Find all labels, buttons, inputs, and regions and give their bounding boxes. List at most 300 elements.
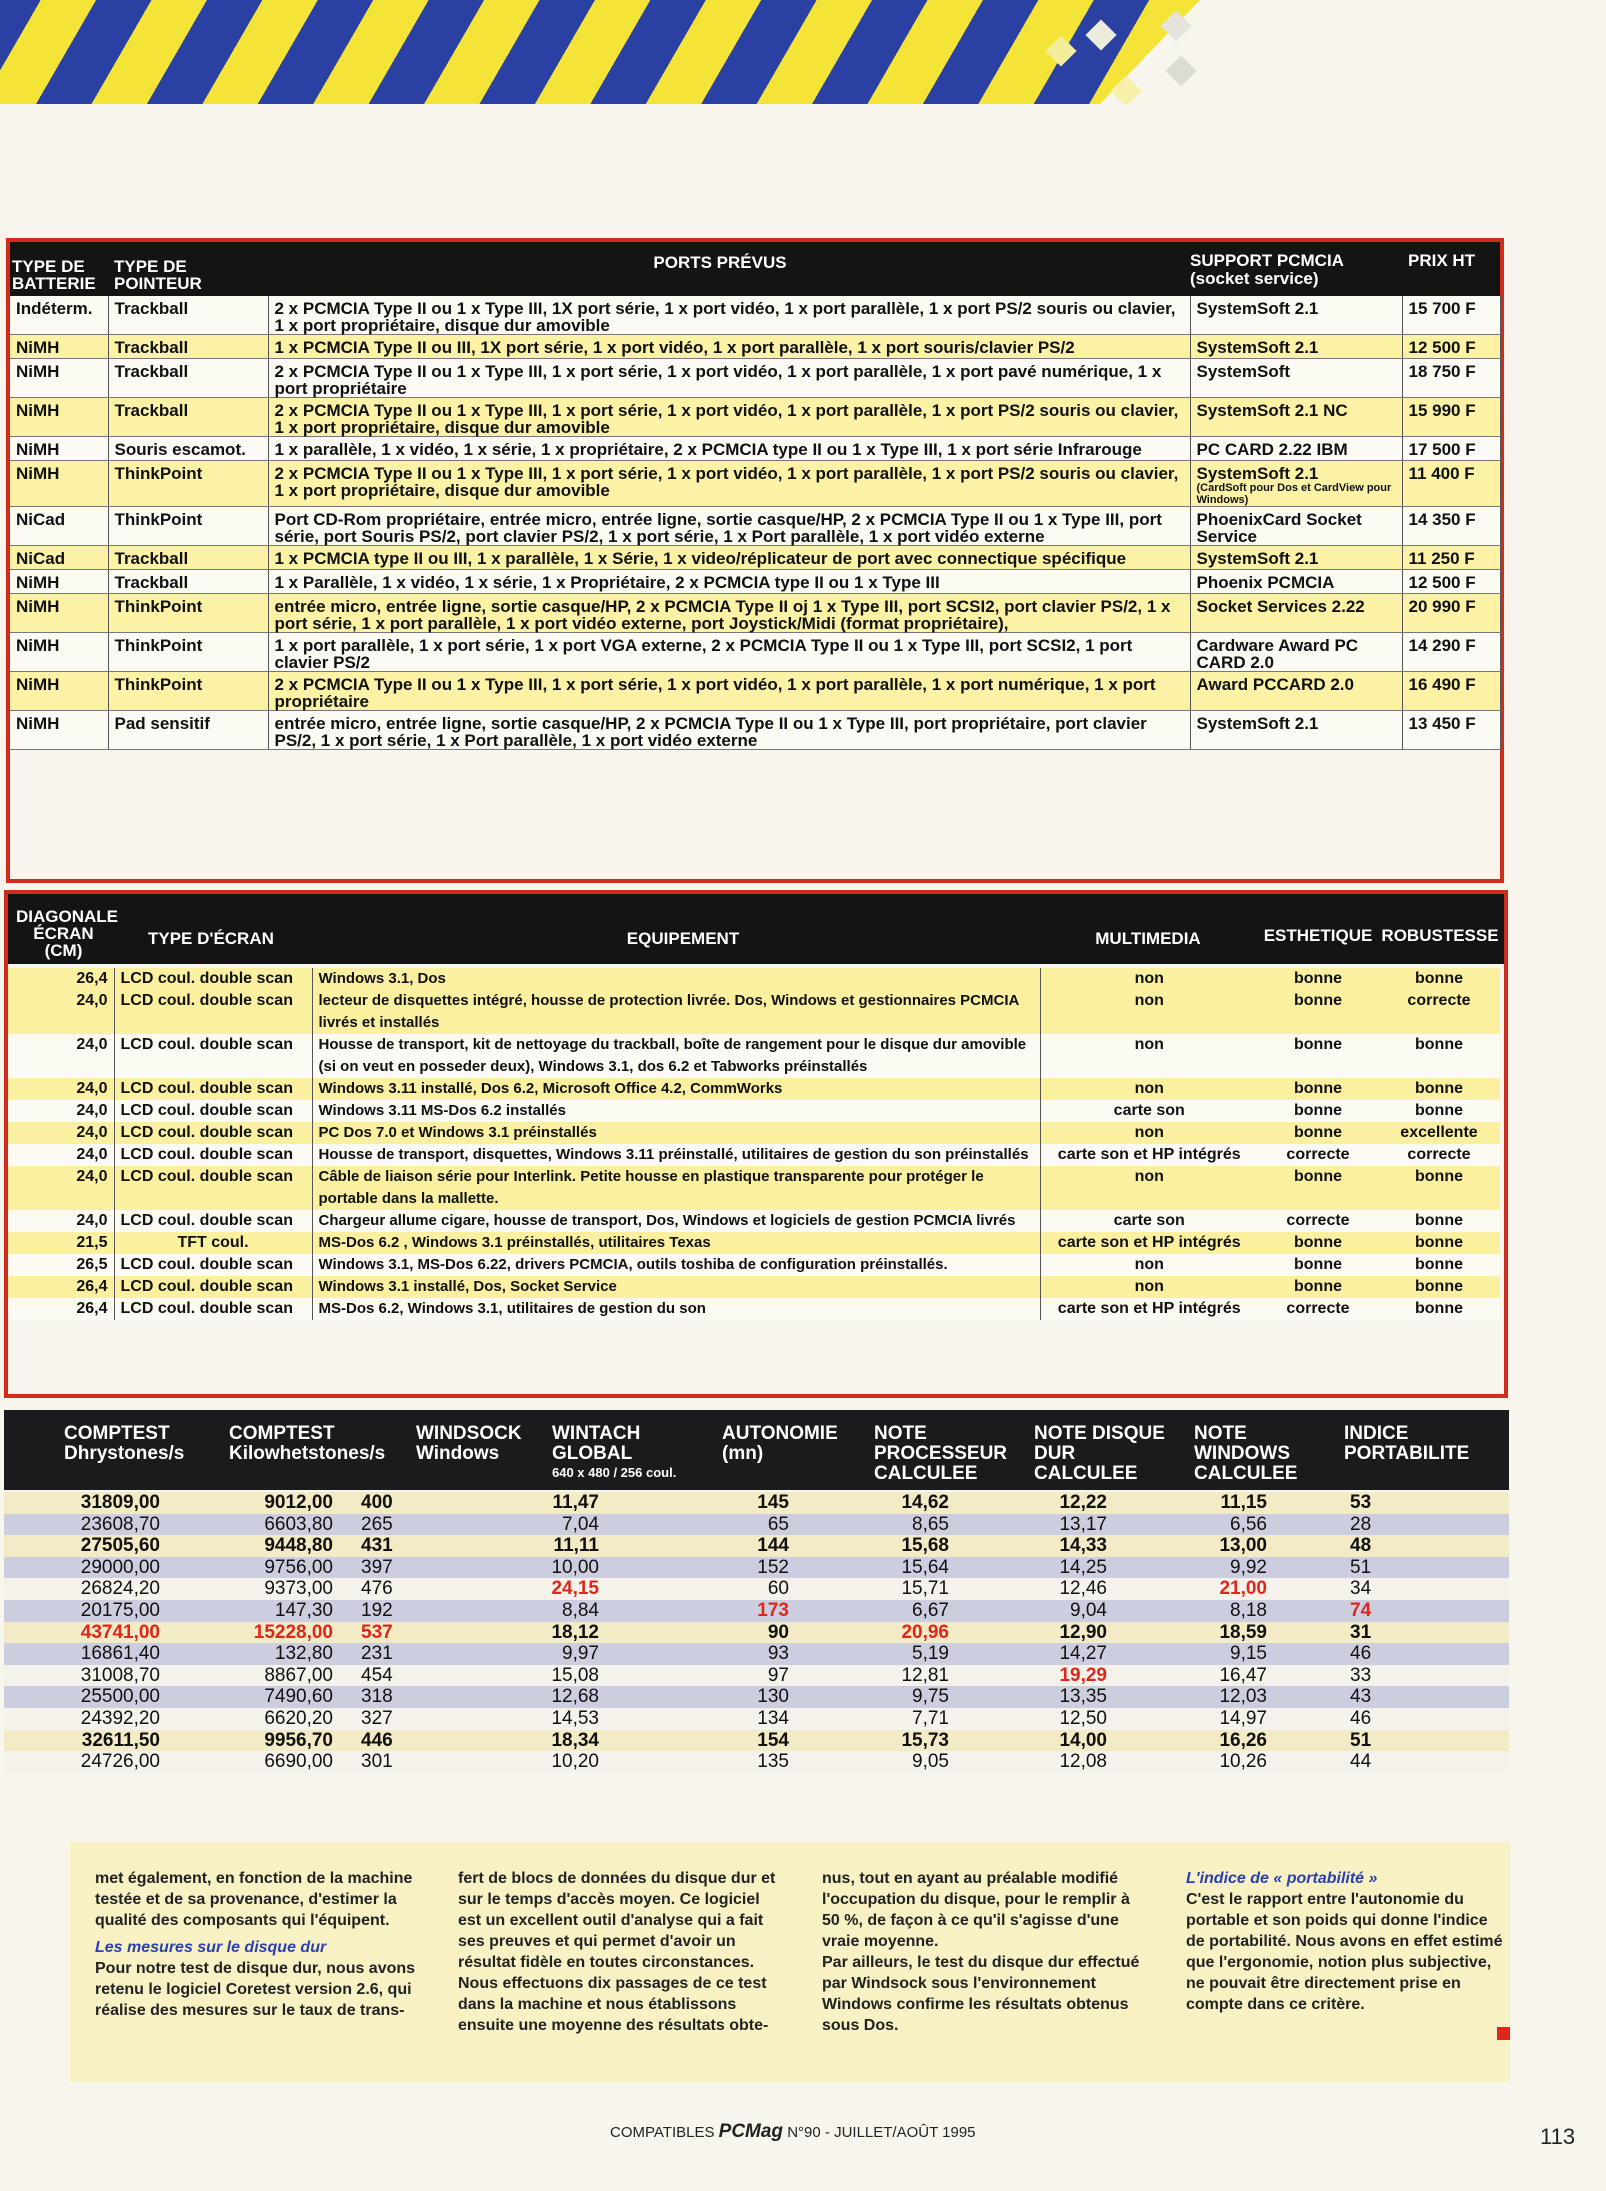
cell-prix: 14 290 F (1402, 633, 1500, 672)
article-col-3 (822, 1868, 1144, 2036)
table-row (4, 1686, 1509, 1708)
cell-diag: 24,0 (8, 1122, 114, 1144)
cell-value: 301 (347, 1751, 457, 1773)
table-row (4, 1492, 1509, 1514)
table3-header (4, 1410, 1509, 1490)
cell-ecran: LCD coul. double scan (114, 1254, 312, 1276)
table-row (10, 711, 1500, 750)
header-disk: NOTE DISQUE DUR CALCULEE (1034, 1423, 1165, 1484)
cell-value: 7490,60 (172, 1686, 347, 1708)
cell-value: 25500,00 (4, 1686, 172, 1708)
cell-prix: 14 350 F (1402, 507, 1500, 546)
cell-pointeur: Trackball (108, 296, 268, 335)
cell-value: 32611,50 (4, 1730, 172, 1752)
cell-value: 14,97 (1132, 1708, 1292, 1730)
cell-value: 134 (669, 1708, 819, 1730)
article-paragraph: fert de blocs de données du disque dur et sur le temps d'accès moyen. Ce logiciel est un excellent outil d'analyse qui a fait ses preuves et qui permet d'avoir un résultat fidèle en toutes circonstances. Nous effectuons dix passages de ce test dans la machine et nous établissons ensuite une moyenne des résultats obte- (458, 1870, 776, 2034)
header-proc: NOTE PROCESSEUR CALCULEE (874, 1423, 1008, 1484)
table-row (4, 1643, 1509, 1665)
cell-value: 6603,80 (172, 1514, 347, 1536)
table-row (8, 990, 1500, 1034)
cell-value: 9448,80 (172, 1535, 347, 1557)
cell-value: 6690,00 (172, 1751, 347, 1773)
cell-pcmcia: Cardware Award PC CARD 2.0 (1190, 633, 1402, 672)
cell-pcmcia: SystemSoft 2.1 (CardSoft pour Dos et CardView pour Windows) (1190, 461, 1402, 507)
cell-batterie: NiMH (10, 437, 108, 461)
header-diag: DIAGONALE ÉCRAN (CM) (16, 907, 118, 960)
header-wintach: WINTACH GLOBAL (552, 1423, 641, 1464)
table-row (10, 570, 1500, 594)
cell-value: 12,08 (974, 1751, 1132, 1773)
cell-ports: 2 x PCMCIA Type II ou 1 x Type III, 1 x port série, 1 x port vidéo, 1 x port parallèle, 1 x port PS/2 souris ou clavier, 1 x port propriétaire, disque dur amovible (268, 461, 1190, 507)
header-pointeur: TYPE DE POINTEUR (114, 257, 202, 293)
cell-rob: bonne (1378, 1210, 1500, 1232)
cell-value: 13,17 (974, 1514, 1132, 1536)
cell-rob: correcte (1378, 990, 1500, 1034)
table-row (4, 1557, 1509, 1579)
cell-ecran: LCD coul. double scan (114, 1122, 312, 1144)
header-port: INDICE PORTABILITE (1344, 1423, 1470, 1464)
cell-value: 14,00 (974, 1730, 1132, 1752)
cell-value: 18,12 (457, 1622, 669, 1644)
header-rob: ROBUSTESSE (1381, 926, 1499, 945)
cell-value: 10,26 (1132, 1751, 1292, 1773)
cell-pcmcia-note: (CardSoft pour Dos et CardView pour Windows) (1196, 482, 1392, 506)
cell-pointeur: ThinkPoint (108, 672, 268, 711)
cell-pointeur: Trackball (108, 546, 268, 570)
table-row (8, 1122, 1500, 1144)
cell-pcmcia: SystemSoft (1190, 359, 1402, 398)
page-number: 113 (1540, 2124, 1576, 2149)
cell-pointeur: Trackball (108, 398, 268, 437)
cell-rob: bonne (1378, 1034, 1500, 1078)
cell-prix: 18 750 F (1402, 359, 1500, 398)
cell-value: 14,25 (974, 1557, 1132, 1579)
cell-ports: 2 x PCMCIA Type II ou 1 x Type III, 1 x port série, 1 x port vidéo, 1 x port parallèle, 1 x port numérique, 1 x port propriétaire (268, 672, 1190, 711)
cell-value: 13,00 (1132, 1535, 1292, 1557)
cell-multi: carte son et HP intégrés (1040, 1232, 1258, 1254)
table2 (8, 968, 1501, 1320)
cell-prix: 12 500 F (1402, 335, 1500, 359)
cell-value: 46 (1292, 1708, 1509, 1730)
cell-value: 90 (669, 1622, 819, 1644)
cell-value: 12,50 (974, 1708, 1132, 1730)
cell-ports: 2 x PCMCIA Type II ou 1 x Type III, 1X port série, 1 x port vidéo, 1 x port parallèle, 1 x port PS/2 souris ou clavier, 1 x port propriétaire, disque dur amovible (268, 296, 1190, 335)
cell-value: 60 (669, 1578, 819, 1600)
cell-multi: carte son (1040, 1100, 1258, 1122)
cell-equip: Housse de transport, kit de nettoyage du trackball, boîte de rangement pour le disque dur amovible (si on veut en posseder deux), Windows 3.1, dos 6.2 et Tabworks préinstallés (312, 1034, 1040, 1078)
cell-value: 15228,00 (172, 1622, 347, 1644)
table1-header (10, 242, 1500, 296)
header-auto: AUTONOMIE (mn) (722, 1423, 838, 1464)
cell-pcmcia: Award PCCARD 2.0 (1190, 672, 1402, 711)
decor-square (1165, 55, 1196, 86)
cell-batterie: NiMH (10, 570, 108, 594)
cell-value: 31809,00 (4, 1492, 172, 1514)
cell-value: 65 (669, 1514, 819, 1536)
cell-prix: 15 700 F (1402, 296, 1500, 335)
cell-esth: bonne (1258, 990, 1378, 1034)
cell-rob: bonne (1378, 1298, 1500, 1320)
cell-diag: 24,0 (8, 1078, 114, 1100)
cell-ports: 2 x PCMCIA Type II ou 1 x Type III, 1 x port série, 1 x port vidéo, 1 x port parallèle, 1 x port PS/2 souris ou clavier, 1 x port propriétaire, disque dur amovible (268, 398, 1190, 437)
table-row (4, 1751, 1509, 1773)
cell-pointeur: Trackball (108, 335, 268, 359)
cell-pcmcia: SystemSoft 2.1 (1190, 711, 1402, 750)
cell-value: 33 (1292, 1665, 1509, 1687)
table-row (4, 1708, 1509, 1730)
cell-value: 28 (1292, 1514, 1509, 1536)
cell-multi: non (1040, 1254, 1258, 1276)
cell-rob: bonne (1378, 1166, 1500, 1210)
cell-diag: 26,4 (8, 1276, 114, 1298)
table-row (10, 359, 1500, 398)
cell-ports: 2 x PCMCIA Type II ou 1 x Type III, 1 x port série, 1 x port vidéo, 1 x port parallèle, 1 x port pavé numérique, 1 x port propriétaire (268, 359, 1190, 398)
cell-batterie: NiMH (10, 594, 108, 633)
table-row (8, 1210, 1500, 1232)
footer-issue: N°90 - JUILLET/AOÛT 1995 (787, 2124, 976, 2141)
cell-ecran: LCD coul. double scan (114, 968, 312, 990)
cell-value: 8,18 (1132, 1600, 1292, 1622)
cell-diag: 24,0 (8, 1100, 114, 1122)
table-row (4, 1514, 1509, 1536)
cell-value: 12,68 (457, 1686, 669, 1708)
cell-equip: Windows 3.11 installé, Dos 6.2, Microsoft Office 4.2, CommWorks (312, 1078, 1040, 1100)
cell-value: 31 (1292, 1622, 1509, 1644)
cell-ports: Port CD-Rom propriétaire, entrée micro, entrée ligne, sortie casque/HP, 2 x PCMCIA Type II ou 1 x Type III, port série, port Souris PS/2, port clavier PS/2, 1 x port série, 1 x Port parallèle, 1 x port vidéo externe (268, 507, 1190, 546)
cell-value: 14,33 (974, 1535, 1132, 1557)
cell-value: 192 (347, 1600, 457, 1622)
cell-rob: bonne (1378, 968, 1500, 990)
cell-batterie: NiMH (10, 359, 108, 398)
table-row (8, 1276, 1500, 1298)
cell-value: 18,59 (1132, 1622, 1292, 1644)
cell-value: 27505,60 (4, 1535, 172, 1557)
cell-pointeur: Trackball (108, 570, 268, 594)
cell-value: 400 (347, 1492, 457, 1514)
cell-pcmcia: Socket Services 2.22 (1190, 594, 1402, 633)
header-ecran: TYPE D'ÉCRAN (148, 929, 274, 948)
table-row (8, 1100, 1500, 1122)
cell-value: 74 (1292, 1600, 1509, 1622)
cell-multi: non (1040, 1122, 1258, 1144)
cell-value: 16,26 (1132, 1730, 1292, 1752)
cell-value: 8,84 (457, 1600, 669, 1622)
cell-value: 14,53 (457, 1708, 669, 1730)
cell-value: 144 (669, 1535, 819, 1557)
cell-value: 29000,00 (4, 1557, 172, 1579)
cell-diag: 24,0 (8, 990, 114, 1034)
cell-prix: 20 990 F (1402, 594, 1500, 633)
cell-value: 24,15 (457, 1578, 669, 1600)
cell-pcmcia: Phoenix PCMCIA (1190, 570, 1402, 594)
cell-prix: 17 500 F (1402, 437, 1500, 461)
cell-esth: bonne (1258, 1232, 1378, 1254)
cell-value: 476 (347, 1578, 457, 1600)
cell-batterie: NiMH (10, 461, 108, 507)
cell-value: 14,62 (819, 1492, 974, 1514)
cell-equip: Windows 3.11 MS-Dos 6.2 installés (312, 1100, 1040, 1122)
header-wintach-sub: 640 x 480 / 256 coul. (552, 1465, 677, 1480)
header-pcmcia: SUPPORT PCMCIA (1190, 251, 1344, 270)
cell-ecran: LCD coul. double scan (114, 1100, 312, 1122)
table-row (8, 1298, 1500, 1320)
table-row (8, 1254, 1500, 1276)
cell-ports: 1 x Parallèle, 1 x vidéo, 1 x série, 1 x Propriétaire, 2 x PCMCIA type II ou 1 x Type III (268, 570, 1190, 594)
article-subheading: L'indice de « portabilité » (1186, 1870, 1378, 1887)
cell-diag: 26,4 (8, 968, 114, 990)
article-paragraph: Par ailleurs, le test du disque dur effectué par Windsock sous l'environnement Windows confirme les résultats obtenus sous Dos. (822, 1954, 1140, 2034)
cell-value: 15,64 (819, 1557, 974, 1579)
cell-equip: PC Dos 7.0 et Windows 3.1 préinstallés (312, 1122, 1040, 1144)
cell-value: 7,71 (819, 1708, 974, 1730)
footer (610, 2121, 976, 2143)
cell-value: 20175,00 (4, 1600, 172, 1622)
article-paragraph: Pour notre test de disque dur, nous avons retenu le logiciel Coretest version 2.6, qui réalise des mesures sur le taux de trans- (95, 1960, 416, 2019)
cell-value: 173 (669, 1600, 819, 1622)
cell-pointeur: Trackball (108, 359, 268, 398)
cell-value: 23608,70 (4, 1514, 172, 1536)
cell-multi: carte son (1040, 1210, 1258, 1232)
article-col-4 (1186, 1868, 1508, 2015)
cell-diag: 24,0 (8, 1166, 114, 1210)
cell-value: 431 (347, 1535, 457, 1557)
table-row (10, 594, 1500, 633)
cell-diag: 24,0 (8, 1210, 114, 1232)
table-row (10, 507, 1500, 546)
cell-value: 9373,00 (172, 1578, 347, 1600)
cell-value: 15,08 (457, 1665, 669, 1687)
cell-ecran: LCD coul. double scan (114, 1276, 312, 1298)
cell-equip: MS-Dos 6.2, Windows 3.1, utilitaires de gestion du son (312, 1298, 1040, 1320)
cell-ecran: LCD coul. double scan (114, 1166, 312, 1210)
cell-value: 26824,20 (4, 1578, 172, 1600)
cell-equip: lecteur de disquettes intégré, housse de protection livrée. Dos, Windows et gestionnaires PCMCIA livrés et installés (312, 990, 1040, 1034)
cell-value: 10,20 (457, 1751, 669, 1773)
cell-value: 446 (347, 1730, 457, 1752)
cell-value: 9,75 (819, 1686, 974, 1708)
cell-multi: non (1040, 1276, 1258, 1298)
cell-diag: 24,0 (8, 1144, 114, 1166)
cell-value: 14,27 (974, 1643, 1132, 1665)
cell-rob: bonne (1378, 1232, 1500, 1254)
cell-equip: MS-Dos 6.2 , Windows 3.1 préinstallés, utilitaires Texas (312, 1232, 1040, 1254)
cell-ports: entrée micro, entrée ligne, sortie casque/HP, 2 x PCMCIA Type II ou 1 x Type III, port propriétaire, port clavier PS/2, 1 x port série, 1 x Port parallèle, 1 x port vidéo externe (268, 711, 1190, 750)
cell-prix: 11 250 F (1402, 546, 1500, 570)
header-batterie: TYPE DE BATTERIE (12, 257, 96, 293)
cell-ecran: TFT coul. (114, 1232, 312, 1254)
article-col-1 (95, 1868, 417, 2021)
table-row (10, 633, 1500, 672)
cell-diag: 26,5 (8, 1254, 114, 1276)
cell-diag: 26,4 (8, 1298, 114, 1320)
cell-value: 145 (669, 1492, 819, 1514)
cell-esth: correcte (1258, 1298, 1378, 1320)
cell-equip: Chargeur allume cigare, housse de transport, Dos, Windows et logiciels de gestion PCMCIA livrés (312, 1210, 1040, 1232)
cell-value: 43741,00 (4, 1622, 172, 1644)
table-row (10, 398, 1500, 437)
cell-value: 11,15 (1132, 1492, 1292, 1514)
table-row (10, 296, 1500, 335)
cell-value: 12,03 (1132, 1686, 1292, 1708)
cell-value: 43 (1292, 1686, 1509, 1708)
cell-esth: bonne (1258, 1166, 1378, 1210)
cell-value: 12,81 (819, 1665, 974, 1687)
cell-value: 15,71 (819, 1578, 974, 1600)
cell-esth: bonne (1258, 1034, 1378, 1078)
cell-value: 9,05 (819, 1751, 974, 1773)
cell-equip: Windows 3.1, Dos (312, 968, 1040, 990)
cell-batterie: NiMH (10, 711, 108, 750)
cell-value: 46 (1292, 1643, 1509, 1665)
cell-esth: bonne (1258, 968, 1378, 990)
cell-ecran: LCD coul. double scan (114, 1210, 312, 1232)
cell-multi: carte son et HP intégrés (1040, 1298, 1258, 1320)
cell-esth: correcte (1258, 1210, 1378, 1232)
cell-value: 6,56 (1132, 1514, 1292, 1536)
cell-value: 93 (669, 1643, 819, 1665)
cell-pointeur: ThinkPoint (108, 507, 268, 546)
cell-esth: bonne (1258, 1100, 1378, 1122)
header-kilo: COMPTEST Kilowhetstones/s (229, 1423, 386, 1464)
table-row (8, 1078, 1500, 1100)
cell-ecran: LCD coul. double scan (114, 1144, 312, 1166)
cell-ports: entrée micro, entrée ligne, sortie casque/HP, 2 x PCMCIA Type II oj 1 x Type III, port SCSI2, port clavier PS/2, 1 x port série, 1 x port parallèle, 1 x port vidéo externe, port Joystick/Midi (format propriétaire), (268, 594, 1190, 633)
article-subheading: Les mesures sur le disque dur (95, 1939, 327, 1956)
cell-ports: 1 x port parallèle, 1 x port série, 1 x port VGA externe, 2 x PCMCIA Type II ou 1 x Type III, port SCSI2, 1 port clavier PS/2 (268, 633, 1190, 672)
header-prix: PRIX HT (1408, 251, 1476, 270)
table-row (4, 1600, 1509, 1622)
article-paragraph: met également, en fonction de la machine testée et de sa provenance, d'estimer la qualité des composants qui l'équipent. (95, 1870, 413, 1929)
cell-batterie: Indéterm. (10, 296, 108, 335)
cell-equip: Windows 3.1 installé, Dos, Socket Service (312, 1276, 1040, 1298)
cell-value: 8867,00 (172, 1665, 347, 1687)
cell-value: 130 (669, 1686, 819, 1708)
cell-ports: 1 x PCMCIA type II ou III, 1 x parallèle, 1 x Série, 1 x video/réplicateur de port avec connectique spécifique (268, 546, 1190, 570)
cell-batterie: NiCad (10, 507, 108, 546)
cell-value: 9,97 (457, 1643, 669, 1665)
cell-value: 51 (1292, 1557, 1509, 1579)
header-dhry: COMPTEST Dhrystones/s (64, 1423, 185, 1464)
table-row (4, 1535, 1509, 1557)
table1-body (10, 296, 1500, 750)
article-paragraph: nus, tout en ayant au préalable modifié l'occupation du disque, pour le remplir à 50 %, de façon à ce qu'il s'agisse d'une vraie moyenne. (822, 1870, 1130, 1950)
article-col-2 (458, 1868, 780, 2036)
table3 (4, 1492, 1509, 1773)
cell-ports: 1 x PCMCIA Type II ou III, 1X port série, 1 x port vidéo, 1 x port parallèle, 1 x port souris/clavier PS/2 (268, 335, 1190, 359)
cell-batterie: NiMH (10, 335, 108, 359)
header-esth: ESTHETIQUE (1263, 926, 1373, 945)
cell-value: 24726,00 (4, 1751, 172, 1773)
cell-pcmcia: PC CARD 2.22 IBM (1190, 437, 1402, 461)
cell-esth: bonne (1258, 1254, 1378, 1276)
table-row (10, 546, 1500, 570)
header-multi: MULTIMEDIA (1095, 929, 1201, 948)
cell-value: 6620,20 (172, 1708, 347, 1730)
cell-ecran: LCD coul. double scan (114, 1034, 312, 1078)
table-row (4, 1622, 1509, 1644)
cell-batterie: NiMH (10, 672, 108, 711)
cell-pcmcia: PhoenixCard Socket Service (1190, 507, 1402, 546)
table1 (10, 296, 1501, 750)
cell-prix: 12 500 F (1402, 570, 1500, 594)
cell-value: 5,19 (819, 1643, 974, 1665)
cell-pcmcia: SystemSoft 2.1 (1190, 335, 1402, 359)
cell-batterie: NiCad (10, 546, 108, 570)
cell-rob: correcte (1378, 1144, 1500, 1166)
cell-value: 147,30 (172, 1600, 347, 1622)
table-row (4, 1665, 1509, 1687)
brand-logo: PCMag (718, 2121, 784, 2142)
cell-value: 31008,70 (4, 1665, 172, 1687)
header-ports: PORTS PRÉVUS (653, 253, 787, 272)
cell-value: 9,04 (974, 1600, 1132, 1622)
table-row (8, 1144, 1500, 1166)
cell-value: 327 (347, 1708, 457, 1730)
cell-value: 265 (347, 1514, 457, 1536)
cell-esth: correcte (1258, 1144, 1378, 1166)
cell-value: 24392,20 (4, 1708, 172, 1730)
cell-equip: Câble de liaison série pour Interlink. Petite housse en plastique transparente pour protéger le portable dans la mallette. (312, 1166, 1040, 1210)
cell-multi: non (1040, 1078, 1258, 1100)
cell-batterie: NiMH (10, 633, 108, 672)
cell-value: 9756,00 (172, 1557, 347, 1579)
cell-value: 48 (1292, 1535, 1509, 1557)
cell-value: 154 (669, 1730, 819, 1752)
cell-equip: Windows 3.1, MS-Dos 6.22, drivers PCMCIA, outils toshiba de configuration préinstallés. (312, 1254, 1040, 1276)
cell-batterie: NiMH (10, 398, 108, 437)
cell-value: 397 (347, 1557, 457, 1579)
cell-esth: bonne (1258, 1078, 1378, 1100)
footer-label: COMPATIBLES (610, 2124, 715, 2141)
table-row (4, 1730, 1509, 1752)
cell-equip: Housse de transport, disquettes, Windows 3.11 préinstallé, utilitaires de gestion du son préinstallés (312, 1144, 1040, 1166)
cell-pcmcia: SystemSoft 2.1 (1190, 546, 1402, 570)
table-row (8, 1034, 1500, 1078)
cell-pointeur: Pad sensitif (108, 711, 268, 750)
cell-value: 135 (669, 1751, 819, 1773)
end-mark (1497, 2027, 1510, 2040)
table-row (8, 1232, 1500, 1254)
cell-value: 53 (1292, 1492, 1509, 1514)
cell-multi: non (1040, 1166, 1258, 1210)
table-row (10, 672, 1500, 711)
cell-pcmcia: SystemSoft 2.1 NC (1190, 398, 1402, 437)
cell-diag: 24,0 (8, 1034, 114, 1078)
cell-prix: 13 450 F (1402, 711, 1500, 750)
cell-value: 20,96 (819, 1622, 974, 1644)
cell-value: 16,47 (1132, 1665, 1292, 1687)
cell-value: 9012,00 (172, 1492, 347, 1514)
cell-esth: bonne (1258, 1122, 1378, 1144)
cell-value: 10,00 (457, 1557, 669, 1579)
header-win: NOTE WINDOWS CALCULEE (1194, 1423, 1298, 1484)
table-row (10, 461, 1500, 507)
cell-pcmcia: SystemSoft 2.1 (1190, 296, 1402, 335)
cell-value: 8,65 (819, 1514, 974, 1536)
cell-value: 21,00 (1132, 1578, 1292, 1600)
table-row (8, 968, 1500, 990)
cell-multi: non (1040, 1034, 1258, 1078)
cell-diag: 21,5 (8, 1232, 114, 1254)
cell-value: 132,80 (172, 1643, 347, 1665)
table-row (8, 1166, 1500, 1210)
cell-value: 44 (1292, 1751, 1509, 1773)
table-row (4, 1578, 1509, 1600)
cell-ecran: LCD coul. double scan (114, 990, 312, 1034)
header-winsock: WINDSOCK Windows (416, 1423, 522, 1464)
cell-value: 9,15 (1132, 1643, 1292, 1665)
